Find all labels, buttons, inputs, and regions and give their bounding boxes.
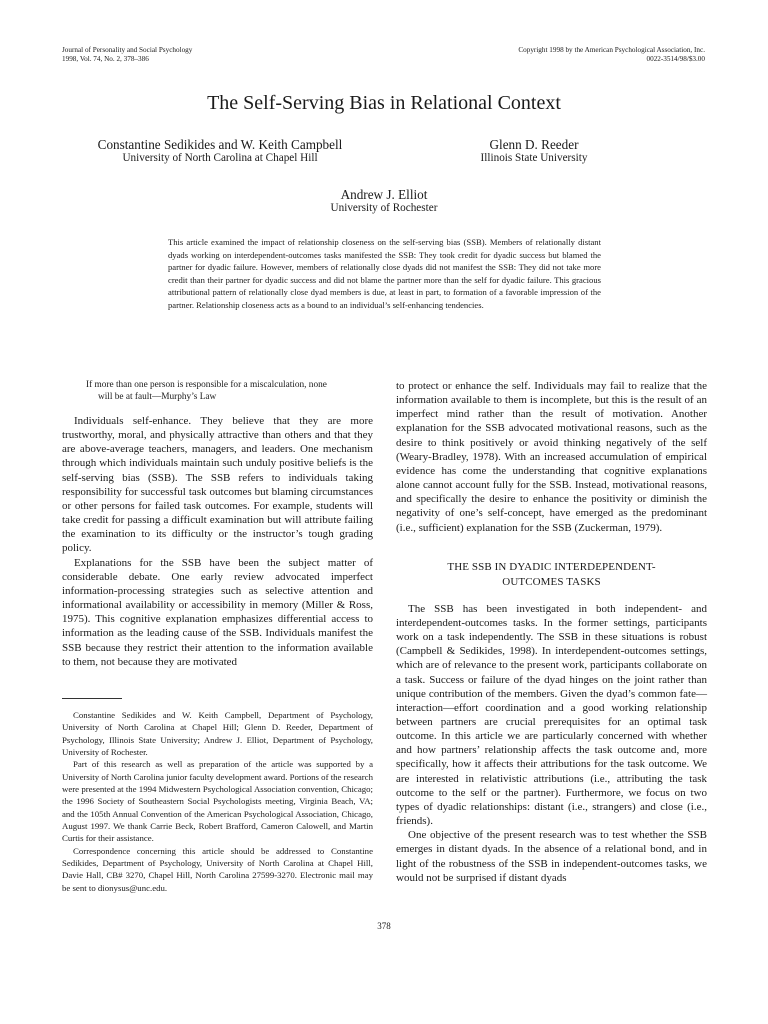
epigraph-quote: If more than one person is responsible for a miscalculation, none <box>86 380 327 390</box>
journal-name: Journal of Personality and Social Psychology <box>62 46 193 54</box>
body-paragraph: Individuals self-enhance. They believe that they are more trustworthy, moral, and physically attractive than others and that they are above-average teachers, managers, and leaders. One mechanism through which individuals maintain such unduly positive beliefs is the self-serving bias (SSB). The SSB refers to individuals taking responsibility for successful task outcomes but blaming circumstances or other persons for failed task outcomes. For example, students will take credit for passing a difficult examination but will attribute failing the examination to its difficulty or the instructor’s tough grading policy. <box>62 415 373 555</box>
journal-citation <box>62 46 192 63</box>
author-block-3 <box>284 187 484 215</box>
abstract: This article examined the impact of relationship closeness on the self-serving bias (SSB). Members of relationally distant dyads working on interdependent-outcomes tasks manifested the SSB: They took credit for dyadic success but blamed the partner for dyadic failure. However, members of relationally close dyads did not manifest the SSB: They did not take more credit than their partner for dyadic success and did not blame the partner more than the self for dyadic failure. This gracious attributional pattern of relationally close dyad members is due, at least in part, to formation of a favorable impression of the partner. Relationship closeness acts as a bound to an individual’s self-enhancing tendencies. <box>168 237 601 310</box>
author-block-2 <box>468 137 600 165</box>
author-affiliation: Illinois State University <box>480 152 588 164</box>
left-column <box>62 379 373 669</box>
author-affiliation: University of North Carolina at Chapel Hill <box>122 152 318 164</box>
author-name: Glenn D. Reeder <box>489 137 579 152</box>
author-name: Constantine Sedikides and W. Keith Campbell <box>97 137 343 152</box>
author-affiliation: University of Rochester <box>330 202 438 214</box>
section-heading-line: OUTCOMES TASKS <box>502 575 601 588</box>
body-paragraph: Explanations for the SSB have been the subject matter of considerable debate. One early review advocated imperfect information-processing strategies such as selective attention and informational availability or accessibility in memory (Miller & Ross, 1975). This cognitive explanation emphasizes differential access to information as the leading cause of the SSB. Individuals manifest the SSB because they restrict their attention to the information available to them, not because they are motivated <box>62 556 373 668</box>
author-name: Andrew J. Elliot <box>340 187 428 202</box>
journal-volume: 1998, Vol. 74, No. 2, 378–386 <box>62 54 149 63</box>
author-block-1 <box>76 137 364 165</box>
epigraph-attribution: will be at fault—Murphy’s Law <box>98 392 217 402</box>
epigraph <box>86 379 353 403</box>
footnote-paragraph: Correspondence concerning this article should be addressed to Constantine Sedikides, Department of Psychology, University of North Carolina at Chapel Hill, Davie Hall, CB# 3270, Chapel Hill, North Carolina 27599-3270. Electronic mail may be sent to dionysus@unc.edu. <box>62 845 373 893</box>
footnote-paragraph: Constantine Sedikides and W. Keith Campbell, Department of Psychology, University of North Carolina at Chapel Hill; Glenn D. Reeder, Department of Psychology, Illinois State University; Andrew J. Elliot, Department of Psychology, University of Rochester. <box>62 710 373 758</box>
footnote-paragraph: Part of this research as well as preparation of the article was supported by a University of North Carolina junior faculty development award. Portions of the research were presented at the 1994 Midwestern Psychological Association convention, Chicago; the 1996 Society of Southeastern Social Psychologists meeting, Virginia Beach, VA; and the 105th Annual Convention of the American Psychological Association, Chicago, August 1997. We thank Carrie Beck, Robert Brafford, Cameron Calowell, and Martin Curtis for their assistance. <box>62 759 373 844</box>
footnote-divider <box>62 698 122 699</box>
copyright-line: Copyright 1998 by the American Psychological Association, Inc. <box>518 46 705 54</box>
page-number: 378 <box>377 921 391 931</box>
copyright-notice <box>518 46 705 63</box>
right-column <box>396 379 707 885</box>
body-paragraph: The SSB has been investigated in both independent- and interdependent-outcomes tasks. In the former settings, participants work on a task independently. The SSB in these situations is robust (Campbell & Sedikides, 1998). In interdependent-outcomes settings, which are of relevance to the present work, participants collaborate on a task. Success or failure of the dyad hinges on the joint rather than unique contribution of the members. Given the dyad’s common fate—interaction—effort coordination and a good working relationship between partners are crucial prerequisites for an optimal task outcome. In this article we are particularly concerned with whether and how partners’ relationship affects the task outcome and, more specifically, how it affects their attributions for the task outcome. We are interested in relativistic attributions (i.e., attributing the task outcome to the self or the partner). Furthermore, we focus on two types of dyadic relationships: distant (i.e., strangers) and close (i.e., friends). <box>396 602 707 828</box>
issn-code: 0022-3514/98/$3.00 <box>646 54 705 63</box>
section-heading-line: THE SSB IN DYADIC INTERDEPENDENT- <box>447 560 656 573</box>
body-paragraph: One objective of the present research was to test whether the SSB emerges in distant dyads. In the absence of a relational bond, and in light of the robustness of the SSB in independent-outcomes tasks, we would not be surprised if distant dyads <box>396 829 707 884</box>
article-title: The Self-Serving Bias in Relational Context <box>207 92 561 114</box>
section-heading <box>396 560 707 590</box>
body-paragraph-continued: to protect or enhance the self. Individuals may fail to realize that the information available to them is incomplete, but this is the result of an imperfect mind rather than the result of motivation. Another explanation for the SSB advocated motivational reasons, such as the desire to think positively or avoid thinking negatively of the self (Weary-Bradley, 1978). With an increased accumulation of empirical evidence has come the understanding that cognitive explanations alone cannot account fully for the SSB. Instead, motivational reasons, and specifically the desire to enhance the positivity or diminish the negativity of one’s self-concept, have emerged as the predominant (i.e., sufficient) explanation for the SSB (Zuckerman, 1979). <box>396 380 707 534</box>
author-note <box>62 709 373 894</box>
